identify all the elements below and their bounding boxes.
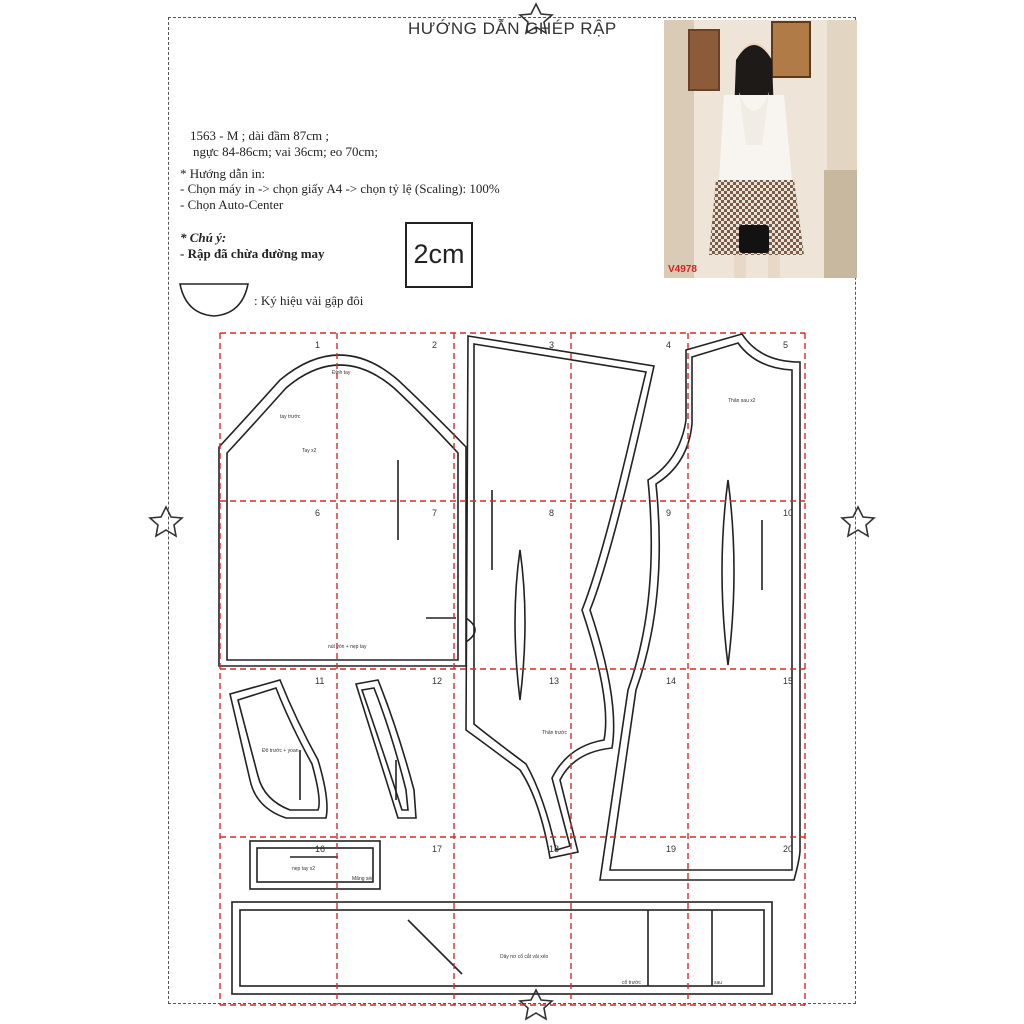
piece-label-tie: Dây nơ cổ cắt vải xéo: [500, 954, 549, 960]
registration-star-left: [150, 507, 182, 536]
piece-label-front-facing: Đô trước + yoan: [262, 748, 299, 754]
page-number: 14: [666, 676, 677, 686]
fold-legend-text: : Ký hiệu vải gập đôi: [254, 293, 364, 308]
piece-label-sleeve: Tay x2: [302, 448, 317, 454]
page-number: 20: [783, 844, 794, 854]
piece-label-sleeve-top: Đỉnh tay: [332, 370, 351, 376]
page-number: 7: [432, 508, 438, 518]
page-number: 11: [315, 676, 325, 686]
size-spec-line: 1563 - M ; dài đầm 87cm ;: [190, 128, 330, 143]
piece-label-cuff: nẹp tay x2: [292, 866, 316, 872]
sleeve-piece: [219, 355, 466, 666]
fold-symbol-icon: [180, 284, 248, 316]
piece-label-collar-front: cổ trước: [622, 980, 641, 986]
page-number: 8: [549, 508, 555, 518]
scale-reference-box: 2cm: [405, 222, 473, 288]
registration-star-top: [520, 4, 552, 33]
page-number: 16: [315, 844, 326, 854]
print-guide-step: - Chọn Auto-Center: [180, 197, 284, 212]
registration-star-right: [842, 507, 874, 536]
print-guide-step: - Chọn máy in -> chọn giấy A4 -> chọn tỷ lệ (Scaling): 100%: [180, 181, 500, 196]
page-number: 15: [783, 676, 794, 686]
page-number: 10: [783, 508, 794, 518]
page-number: 18: [549, 844, 560, 854]
print-grid: [220, 333, 805, 1005]
piece-label-sleeve-hem: nút vòn + nẹp tay: [328, 644, 367, 650]
page-number: 2: [432, 340, 438, 350]
page-number: 1: [315, 340, 321, 350]
page-number: 5: [783, 340, 789, 350]
page-number: 6: [315, 508, 321, 518]
note-text: - Rập đã chừa đường may: [180, 246, 325, 261]
page-number: 13: [549, 676, 560, 686]
page-numbers: [315, 340, 793, 854]
piece-label-back-body: Thân sau x2: [728, 398, 756, 404]
print-guide-heading: * Hướng dẫn in:: [180, 166, 266, 181]
page-number: 3: [549, 340, 555, 350]
page-number: 9: [666, 508, 672, 518]
piece-label-collar-back: sau: [714, 980, 723, 986]
tie-strip-piece: [232, 902, 772, 994]
page-number: 17: [432, 844, 443, 854]
back-body-piece: [600, 334, 800, 880]
page-number: 12: [432, 676, 443, 686]
measurement-line: ngực 84-86cm; vai 36cm; eo 70cm;: [193, 144, 379, 159]
page-number: 4: [666, 340, 672, 350]
piece-label-cuff-side: Măng séc: [352, 876, 374, 882]
piece-label-front-body: Thân trước: [542, 730, 567, 736]
product-code: V4978: [668, 264, 697, 275]
note-heading: * Chú ý:: [180, 230, 227, 245]
page-number: 19: [666, 844, 677, 854]
piece-label-sleeve-front: tay trước: [280, 414, 301, 420]
front-body-piece: [466, 336, 654, 858]
page-title: HƯỚNG DẪN GHÉP RẬP: [408, 19, 617, 38]
